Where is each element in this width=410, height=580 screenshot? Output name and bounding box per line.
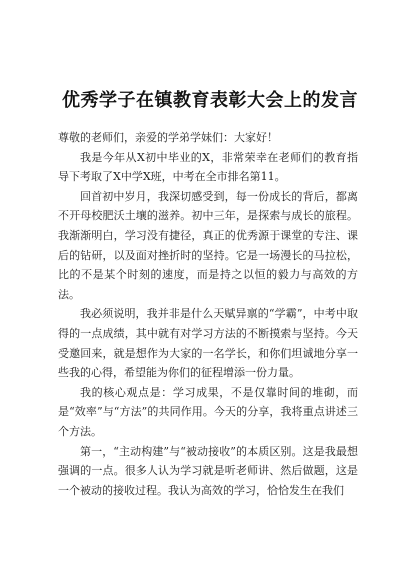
document-title: 优秀学子在镇教育表彰大会上的发言 [62, 90, 358, 111]
body-paragraph: 第一，“主动构建”与“被动接收”的本质区别。这是我最想强调的一点。很多人认为学习就是听老师讲、然后做题，这是一个被动的接收过程。我认为高效的学习，恰恰发生在我们 [58, 444, 358, 497]
body-paragraph: 我的核心观点是：学习成果，不是仅靠时间的堆砌，而是“效率”与“方法”的共同作用。今天的分享，我将重点讲述三个方法。 [58, 385, 358, 438]
body-paragraph: 我是今年从X初中毕业的X，非常荣幸在老师们的教育指导下考取了X中学X班，中考在全市排名第11。 [58, 150, 358, 184]
body-paragraph: 回首初中岁月，我深切感受到，每一份成长的背后，都离不开母校肥沃土壤的滋养。初中三年，是探索与成长的旅程。我渐渐明白，学习没有捷径，真正的优秀源于课堂的专注、课后的钻研，以及面对挫折时的坚持。它是一场漫长的马拉松，比的不是某个时刻的速度，而是持之以恒的毅力与高效的方法。 [58, 189, 358, 301]
document-body [58, 128, 358, 500]
body-paragraph: 我必须说明，我并非是什么天赋异禀的“学霸”，中考中取得的一点成绩，其中就有对学习方法的不断摸索与坚持。今天受邀回来，就是想作为大家的一名学长，和你们坦诚地分享一些我的心得，希望能为你们的征程增添一份力量。 [58, 307, 358, 380]
salutation-paragraph: 尊敬的老师们，亲爱的学弟学妹们：大家好！ [58, 131, 278, 144]
